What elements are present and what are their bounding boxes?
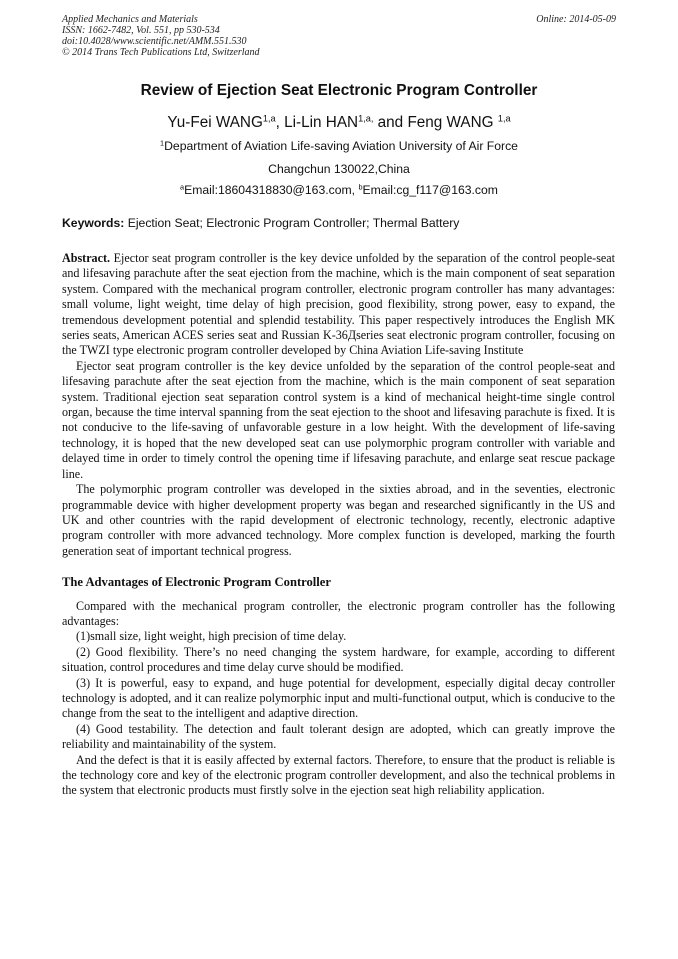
author-1-affiliation: 1,a [262, 113, 276, 124]
intro-paragraph-1: Ejector seat program controller is the key device unfolded by the separation of the control people-seat and lifesaving parachute after the seat ejection from the machine, which is the main component of seat separation system. Traditional ejection seat separation control system is a kind of mechanical height-time single control organ, because the time interval spanning from the seat ejection to the shoot and lifesaving parachute is fixed. It is not conducive to the life-saving of unfavorable gesture in a low height. With the development of life-saving technology, it is hoped that the new developed seat can use polymorphic program controller with variable and delayed time in order to timely control the opening time if lifesaving parachute, and enlarge seat rescue package line. [62, 358, 615, 481]
defect-paragraph: And the defect is that it is easily affected by external factors. Therefore, to ensure that the product is reliable is the technology core and key of the electronic program controller development, and also the technical problems in the system that electronic products must firstly solve in the ejection seat high reliability application. [62, 752, 615, 798]
keywords-text: Ejection Seat; Electronic Program Controller; Thermal Battery [127, 216, 460, 230]
copyright-line: © 2014 Trans Tech Publications Ltd, Switzerland [62, 47, 260, 58]
author-3: and Feng WANG [373, 114, 498, 131]
section-paragraph-1: Compared with the mechanical program controller, the electronic program controller has the following advantages: [62, 598, 615, 628]
issn-line: ISSN: 1662-7482, Vol. 551, pp 530-534 [62, 25, 220, 36]
email-line [0, 183, 678, 197]
intro-paragraph-2: The polymorphic program controller was developed in the sixties abroad, and in the seventies, electronic programmable device with higher development property was began and researched significantly in the US and UK and other countries with the rapid development of electronic technology, recently, electronic adaptive program controller with more advanced technology. More complex function is developed, marking the fourth generation seat of important technical progress. [62, 482, 615, 558]
abstract-paragraph [62, 251, 615, 359]
journal-header [62, 14, 616, 58]
doi-line: doi:10.4028/www.scientific.net/AMM.551.530 [62, 36, 247, 47]
email-b: Email:cg_f117@163.com [362, 183, 498, 197]
keywords-label: Keywords: [62, 216, 125, 230]
author-2-affiliation: 1,a, [358, 113, 374, 124]
online-date: Online: 2014-05-09 [536, 14, 616, 25]
advantage-item-3: (3) It is powerful, easy to expand, and huge potential for development, especially digital decay controller technology is adopted, and it can realize polymorphic input and multi-functional output, which is conducive to the change from the seat to the intelligent and adaptive direction. [62, 675, 615, 721]
advantage-item-4: (4) Good testability. The detection and fault tolerant design are adopted, which can greatly improve the reliability and maintainability of the system. [62, 721, 615, 752]
department-text: Department of Aviation Life-saving Aviation University of Air Force [164, 139, 518, 153]
email-a: Email:18604318830@163.com, [184, 183, 356, 197]
advantage-item-2: (2) Good flexibility. There’s no need changing the system hardware, for example, according to different situation, control procedures and time delay curve should be modified. [62, 644, 615, 675]
author-2: , Li-Lin HAN [275, 114, 359, 131]
journal-name: Applied Mechanics and Materials [62, 14, 198, 25]
paper-title: Review of Ejection Seat Electronic Program Controller [140, 82, 538, 99]
paper-body [62, 251, 615, 799]
author-3-affiliation: 1,a [497, 113, 511, 124]
email-a-marker: a [180, 182, 185, 192]
author-line [0, 114, 678, 132]
section-heading-advantages: The Advantages of Electronic Program Controller [62, 575, 331, 590]
advantage-item-1: (1)small size, light weight, high precision of time delay. [76, 629, 347, 644]
email-b-marker: b [358, 182, 363, 192]
author-1: Yu-Fei WANG [167, 114, 263, 131]
abstract-label: Abstract. [62, 251, 111, 265]
abstract-text: Ejector seat program controller is the key device unfolded by the separation of the control people-seat and lifesaving parachute after the seat ejection from the machine, which is the main component of seat separation system. Compared with the mechanical program controller, electronic program controller has many advantages: small volume, light weight, time delay of high precision, good flexibility, strong power, easy to expand, the tremendous development potential and splendid testability. This paper respectively introduces the English MK series seats, American ACES series seat and Russian K-36Дseries seat electronic program controller, focusing on the TWZI type electronic program controller developed by China Aviation Life-saving Institute [62, 251, 615, 358]
affiliation-department [0, 139, 678, 153]
keywords [62, 216, 459, 230]
affiliation-marker: 1 [160, 138, 165, 148]
affiliation-city: Changchun 130022,China [268, 162, 410, 176]
